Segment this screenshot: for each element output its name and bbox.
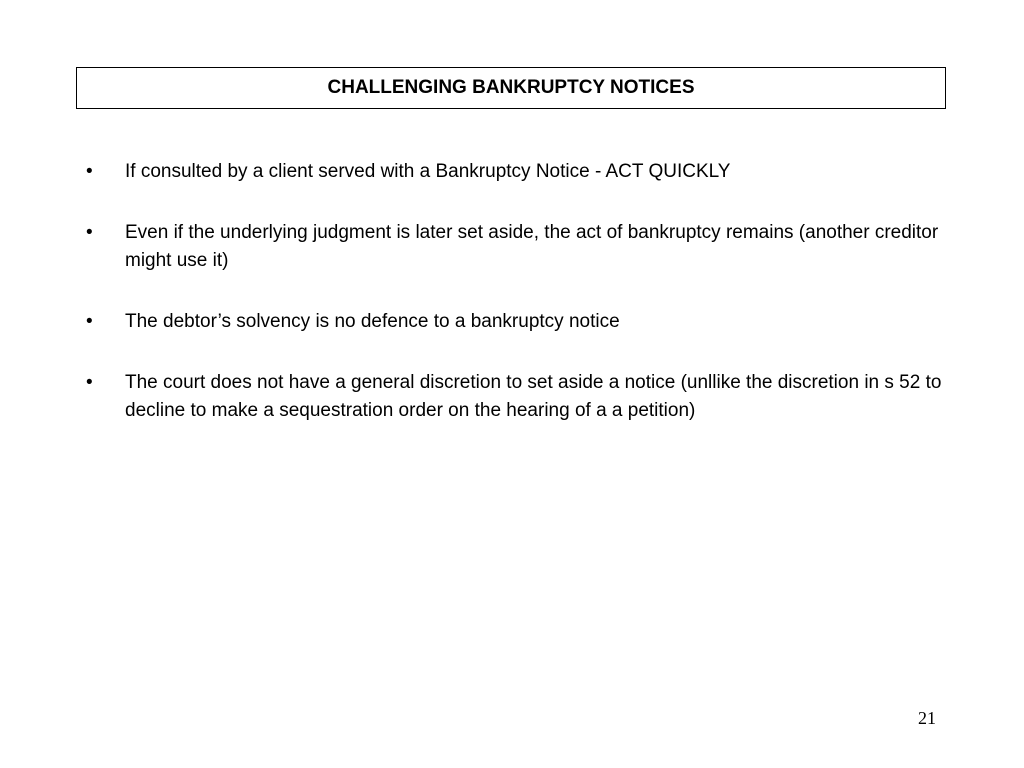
bullet-marker: • [86, 372, 93, 393]
slide-title: CHALLENGING BANKRUPTCY NOTICES [327, 77, 695, 98]
bullet-marker: • [86, 222, 93, 243]
bullet-text: The debtor’s solvency is no defence to a bankruptcy notice [125, 311, 620, 332]
bullet-text: The court does not have a general discretion to set aside a notice (unllike the discretion in s 52 to decline to make a sequestration order on the hearing of a a petition) [125, 372, 942, 421]
bullet-item [86, 369, 946, 425]
title-box [76, 67, 946, 109]
bullet-marker: • [86, 311, 93, 332]
bullet-marker: • [86, 161, 93, 182]
bullet-text: If consulted by a client served with a Bankruptcy Notice - ACT QUICKLY [125, 161, 731, 182]
page-number: 21 [918, 708, 936, 728]
bullet-list [86, 158, 946, 458]
bullet-item [86, 219, 946, 275]
bullet-text: Even if the underlying judgment is later set aside, the act of bankruptcy remains (another creditor might use it) [125, 222, 939, 271]
bullet-item [86, 158, 946, 186]
bullet-item [86, 308, 946, 336]
